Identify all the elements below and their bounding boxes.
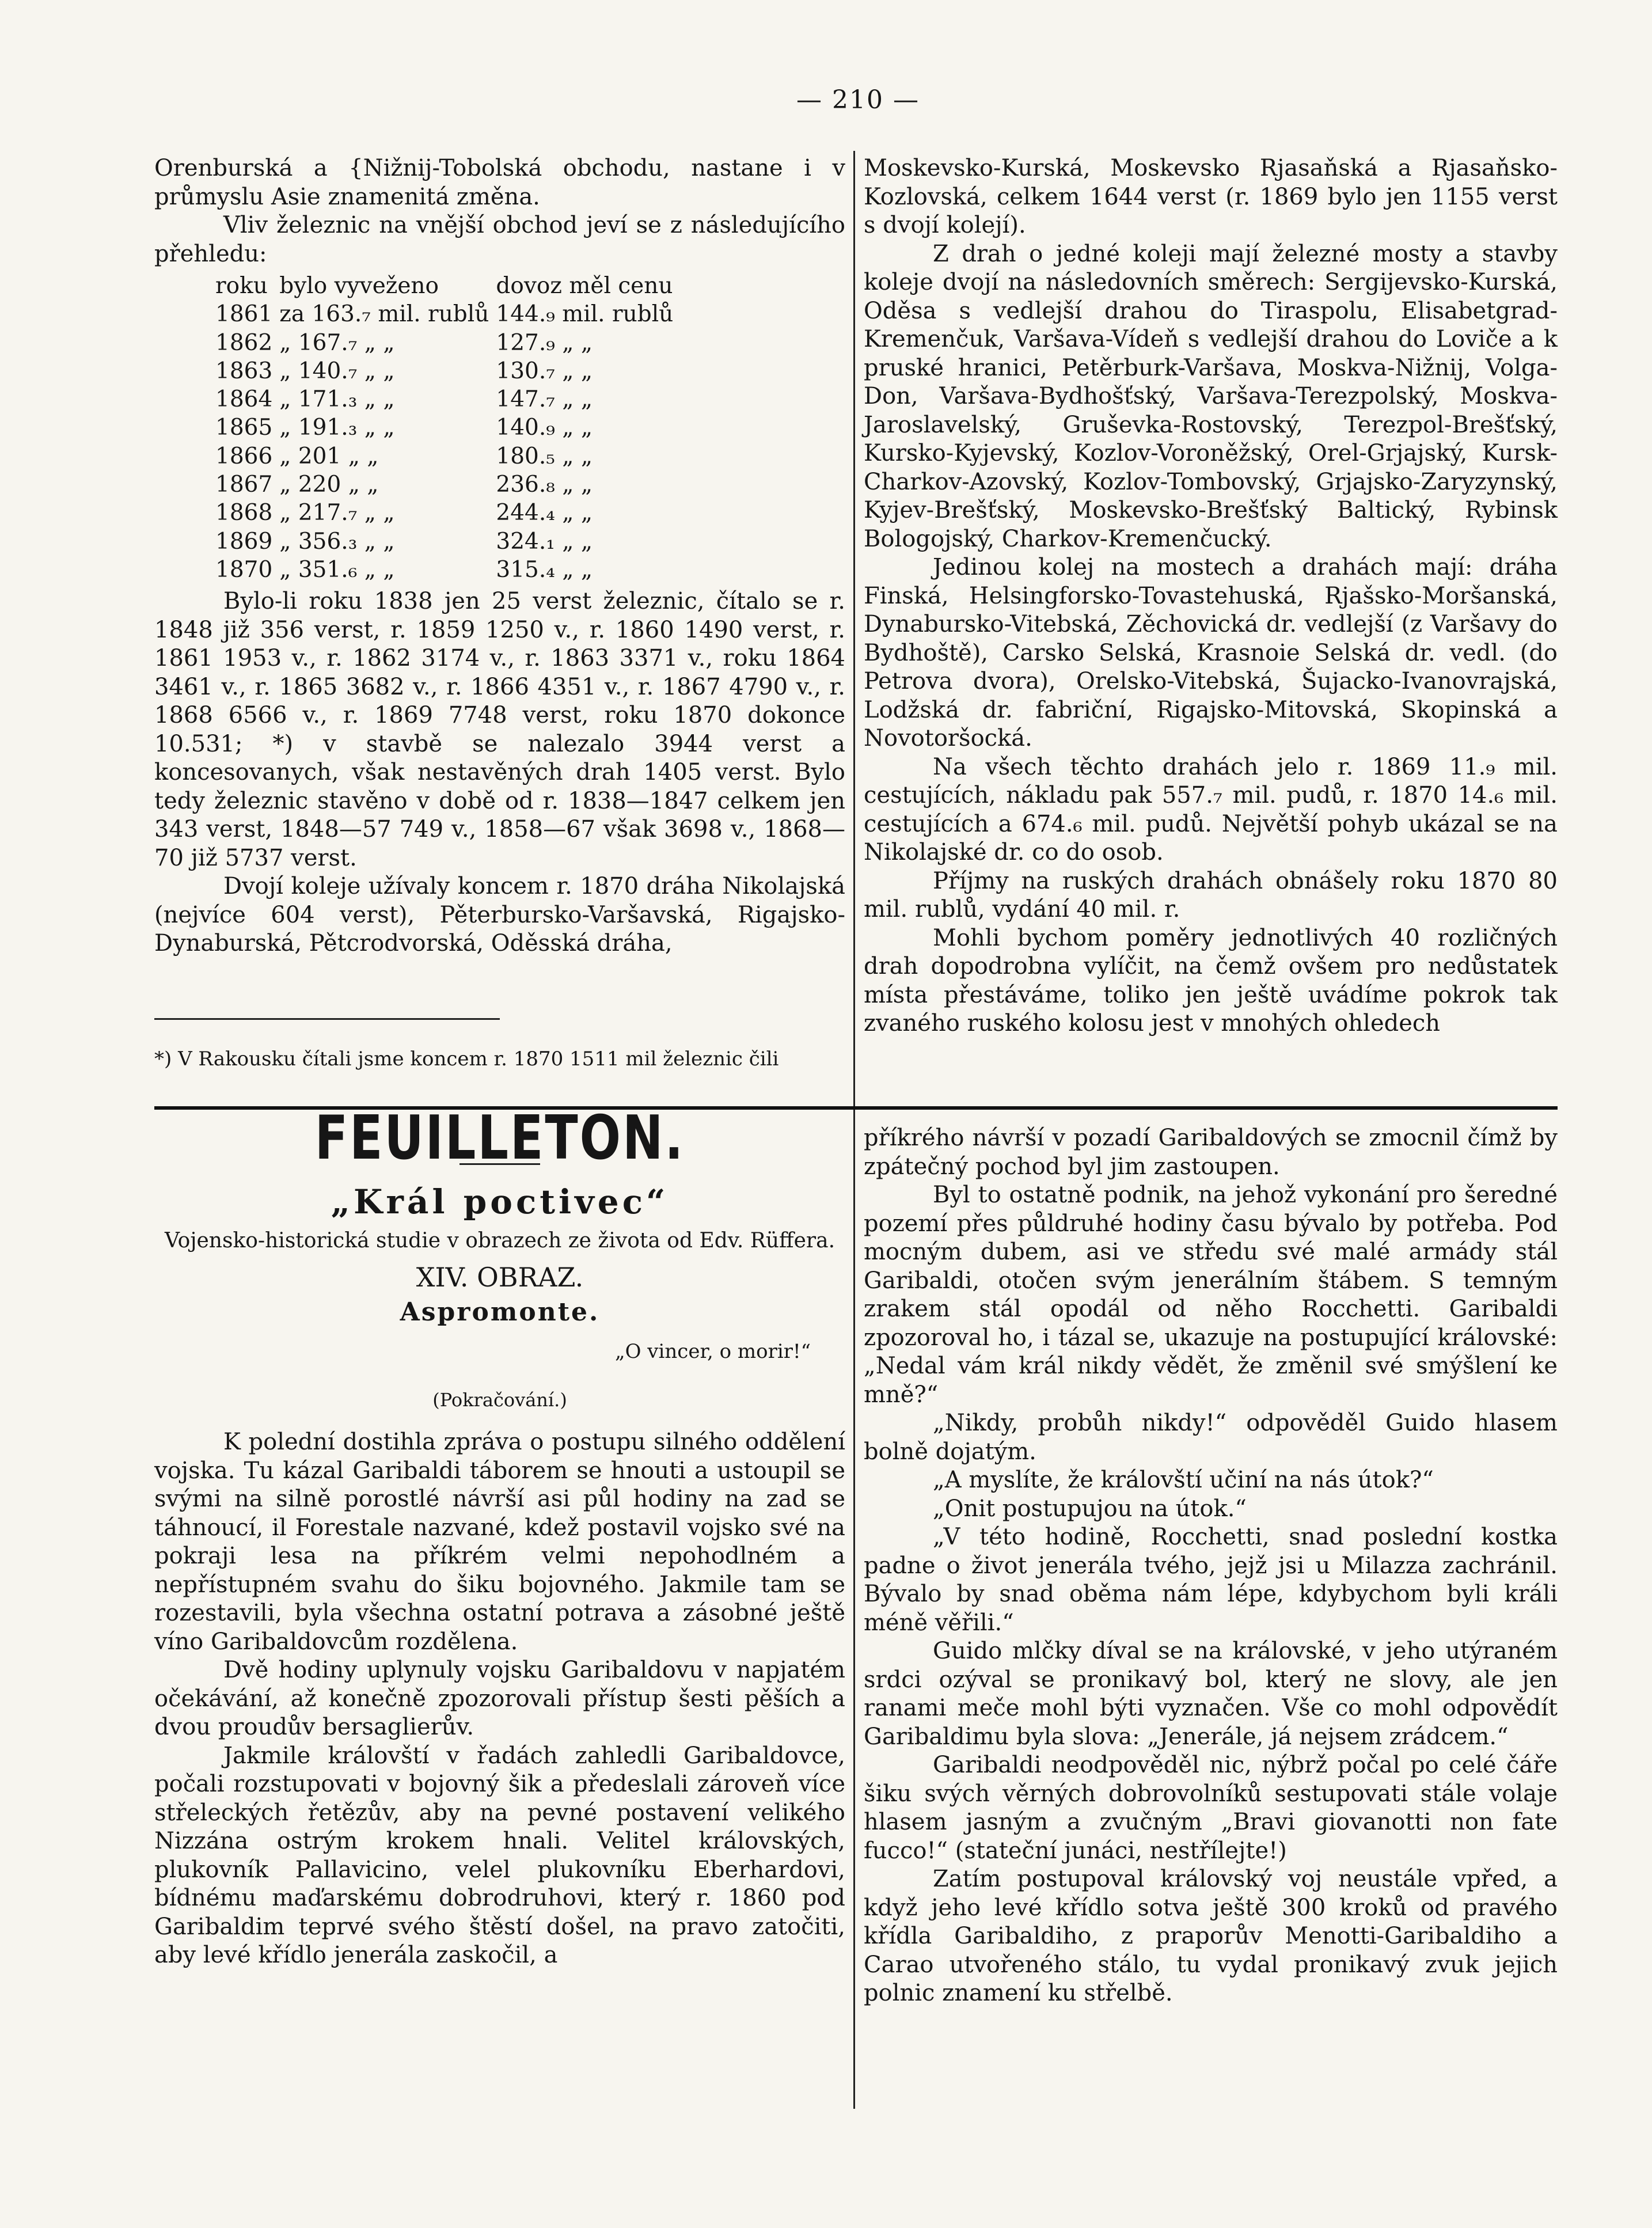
table-cell-export: „ 191.₃ „ „: [279, 415, 395, 441]
article-right-column: [864, 154, 1558, 1038]
table-cell-export: „ 140.₇ „ „: [279, 358, 395, 384]
table-cell-year: 1869: [215, 528, 273, 555]
footnote: *) V Rakousku čítali jsme koncem r. 1870 1511 mil železnic čili: [154, 1047, 779, 1071]
article-paragraph: Vliv železnic na vnější obchod jeví se z následujícího přehledu:: [154, 212, 845, 267]
article-paragraph: Příjmy na ruských drahách obnášely roku 1870 80 mil. rublů, vydání 40 mil. r.: [864, 867, 1558, 923]
table-cell-year: 1870: [215, 556, 273, 583]
table-cell-year: 1865: [215, 415, 273, 441]
article-paragraph: Orenburská a {Nižnij-Tobolská obchodu, nastane i v průmyslu Asie znamenitá změna.: [154, 155, 845, 210]
table-cell-export: „ 351.₆ „ „: [279, 556, 395, 583]
table-row: [212, 300, 677, 328]
table-cell-year: 1864: [215, 386, 273, 413]
table-header-row: [212, 272, 677, 300]
table-header: bylo vyveženo: [279, 273, 439, 299]
trade-table: [212, 272, 677, 584]
table-cell-import: 236.₈ „ „: [496, 472, 593, 498]
table-cell-year: 1862: [215, 329, 273, 356]
table-cell-import: 315.₄ „ „: [496, 556, 593, 583]
table-cell-year: 1866: [215, 443, 273, 469]
table-cell-year: 1868: [215, 500, 273, 526]
story-paragraph: „Onit postupujou na útok.“: [933, 1495, 1247, 1522]
continuation-note: (Pokračování.): [432, 1388, 567, 1411]
feuilleton-right-column: [864, 1124, 1558, 2008]
table-cell-import: 144.₉ mil. rublů: [496, 301, 674, 328]
article-paragraph: Jedinou kolej na mostech a drahách mají: dráha Finská, Helsingforsko-Tovastehuská, Rjašsko-Moršanská, Dynabursko-Vitebská, Zěchovická dr. vedlejší (z Varšavy do Bydhoště), Carsko Selská, Krasnoie Selská dr. vedl. (do Petrova dvora), Orelsko-Vitebská, Šujacko-Ivanovrajská, Lodžská dr. fabriční, Rigajsko-Mitovská, Skopinská a Novotoršocká.: [864, 554, 1558, 751]
story-paragraph: Zatím postupoval královský voj neustále vpřed, a když jeho levé křídlo sotva ještě 300 kroků od pravého křídla Garibaldiho, z praporův Menotti-Garibaldiho a Carao utvořeného stálo, tu vydal pronikavý zvuk jejich polnic znamení ku střelbě.: [864, 1866, 1558, 2006]
chapter-title: Aspromonte.: [400, 1297, 600, 1327]
article-paragraph: Mohli bychom poměry jednotlivých 40 rozličných drah dopodrobna vylíčit, na čemž ovšem pro nedůstatek místa přestáváme, toliko jen ještě uvádíme pokrok tak zvaného ruského kolosu jest v mnohých ohledech: [864, 924, 1558, 1037]
article-paragraph: Bylo-li roku 1838 jen 25 verst železnic, čítalo se r. 1848 již 356 verst, r. 1859 1250 v., r. 1860 1490 verst, r. 1861 1953 v., r. 1862 3174 v., r. 1863 3371 v., roku 1864 3461 v., r. 1865 3682 v., r. 1866 4351 v., r. 1867 4790 v., r. 1868 6566 v., r. 1869 7748 verst, roku 1870 dokonce 10.531; *) v stavbě se nalezalo 3944 verst a koncesovanych, však nestavěných drah 1405 verst. Bylo tedy železnic stavěno v době od r. 1838—1847 celkem jen 343 verst, 1848—57 749 v., 1858—67 však 3698 v., 1868—70 již 5737 verst.: [154, 588, 845, 871]
table-header: roku: [215, 273, 268, 299]
story-paragraph: Byl to ostatně podnik, na jehož vykonání pro šeredné pozemí přes půldruhé hodiny času bývalo by potřeba. Pod mocným dubem, asi ve středu své malé armády stál Garibaldi, otočen svým jenerálním štábem. S temným zrakem stál opodál od něho Rocchetti. Garibaldi zpozoroval ho, i tázal se, ukazuje na postupující královské: „Nedal vám král nikdy vědět, že změnil své smýšlení ke mně?“: [864, 1182, 1558, 1408]
table-cell-export: „ 201 „ „: [279, 443, 379, 469]
chapter-number: XIV. OBRAZ.: [416, 1262, 584, 1293]
feuilleton-heading: FEUILLETON.: [314, 1102, 685, 1174]
story-paragraph: příkrého návrší v pozadí Garibaldových se zmocnil čímž by zpátečný pochod byl jim zastoupen.: [864, 1125, 1558, 1180]
table-cell-export: za 163.₇ mil. rublů: [279, 301, 489, 328]
table-row: [212, 470, 677, 499]
table-cell-import: 140.₉ „ „: [496, 415, 593, 441]
story-paragraph: „A myslíte, že královští učiní na nás útok?“: [933, 1467, 1434, 1493]
table-cell-import: 130.₇ „ „: [496, 358, 593, 384]
article-paragraph: Z drah o jedné koleji mají železné mosty a stavby koleje dvojí na následovních směrech: Sergijevsko-Kurská, Oděsa s vedlejší drahou do Tiraspolu, Elisabetgrad-Kremenčuk, Varšava-Vídeň s vedlejší drahou do Loviče a k pruské hranici, Petěrburk-Varšava, Moskva-Nižnij, Volga-Don, Varšava-Bydhošťský, Varšava-Terezpolský, Moskva-Jaroslavelský, Gruševka-Rostovský, Terezpol-Brešťský, Kursko-Kyjevský, Kozlov-Voroněžský, Orel-Grjajský, Kursk-Charkov-Azovský, Kozlov-Tombovský, Grjajsko-Zaryzynský, Kyjev-Brešťský, Moskevsko-Brešťský Baltický, Rybinsk Bologojský, Charkov-Kremenčucký.: [864, 240, 1558, 552]
column-divider: [853, 151, 855, 2109]
table-cell-import: 180.₅ „ „: [496, 443, 593, 469]
story-paragraph: K polední dostihla zpráva o postupu silného oddělení vojska. Tu kázal Garibaldi táborem se hnouti a ustoupil se svými na silně porostlé návrší asi půl hodiny na zad se táhnoucí, il Forestale nazvané, kdež postavil vojsko své na pokraji lesa na příkrém velmi nepohodlném a nepřístupném svahu do šiku bojovného. Jakmile tam se rozestavili, byla všechna ostatní potrava a zásobné ještě víno Garibaldovcům rozdělena.: [154, 1429, 845, 1655]
table-row: [212, 357, 677, 385]
table-cell-import: 244.₄ „ „: [496, 500, 593, 526]
table-cell-export: „ 217.₇ „ „: [279, 500, 395, 526]
story-paragraph: Dvě hodiny uplynuly vojsku Garibaldovu v napjatém očekávání, až konečně zpozorovali přístup šesti pěších a dvou proudův bersaglierův.: [154, 1657, 845, 1740]
story-subtitle: Vojensko-historická studie v obrazech ze života od Edv. Rüffera.: [164, 1229, 836, 1252]
table-row: [212, 329, 677, 357]
article-paragraph: Moskevsko-Kurská, Moskevsko Rjasaňská a Rjasaňsko-Kozlovská, celkem 1644 verst (r. 1869 bylo jen 1155 verst s dvojí kolejí).: [864, 155, 1558, 238]
table-row: [212, 556, 677, 584]
story-paragraph: Jakmile královští v řadách zahledli Garibaldovce, počali rozstupovati v bojovný šik a předeslali zároveň více střeleckých řetězův, aby na pevné postavení velikého Nizzána ostrým krokem hnali. Velitel královských, plukovník Pallavicino, velel plukovníku Eberhardovi, bídnému maďarskému dobrodruhovi, který r. 1860 pod Garibaldim teprvé svého štěstí došel, na pravo zatočiti, aby levé křídlo jenerála zaskočil, a: [154, 1742, 845, 1968]
article-paragraph: Na všech těchto drahách jelo r. 1869 11.₉ mil. cestujících, nákladu pak 557.₇ mil. pudů, r. 1870 14.₆ mil. cestujících a 674.₆ mil. pudů. Největší pohyb ukázal se na Nikolajské dr. co do osob.: [864, 753, 1558, 866]
story-title: „Král poctivec“: [331, 1182, 669, 1221]
table-cell-export: „ 356.₃ „ „: [279, 528, 395, 555]
table-row: [212, 385, 677, 413]
table-cell-export: „ 171.₃ „ „: [279, 386, 395, 413]
table-cell-import: 324.₁ „ „: [496, 528, 593, 555]
table-header: měl cenu: [569, 273, 673, 299]
table-row: [212, 499, 677, 527]
story-paragraph: Garibaldi neodpověděl nic, nýbrž počal po celé čáře šiku svých věrných dobrovolníků sestupovati stále volaje hlasem jasným a zvučným „Bravi giovanotti non fate fucco!“ (stateční junáci, nestřílejte!): [864, 1752, 1558, 1864]
story-paragraph: Guido mlčky díval se na královské, v jeho utýraném srdci ozýval se pronikavý bol, který ne slovy, ale jen ranami meče mohl býti vyznačen. Vše co mohl odpovědít Garibaldimu byla slova: „Jenerále, já nejsem zrádcem.“: [864, 1638, 1558, 1750]
table-cell-export: „ 167.₇ „ „: [279, 329, 395, 356]
story-paragraph: „Nikdy, probůh nikdy!“ odpověděl Guido hlasem bolně dojatým.: [864, 1410, 1558, 1465]
table-row: [212, 442, 677, 470]
chapter-motto: „O vincer, o morir!“: [615, 1340, 811, 1363]
table-cell-import: 147.₇ „ „: [496, 386, 593, 413]
feuilleton-left-column: [154, 1102, 845, 1970]
table-cell-import: 127.₉ „ „: [496, 329, 593, 356]
table-row: [212, 413, 677, 442]
article-left-column: [154, 154, 845, 958]
table-header: dovoz: [496, 273, 562, 299]
page-number: — 210 —: [796, 85, 920, 115]
table-cell-export: „ 220 „ „: [279, 472, 379, 498]
table-cell-year: 1867: [215, 472, 273, 498]
table-row: [212, 527, 677, 556]
article-paragraph: Dvojí koleje užívaly koncem r. 1870 dráha Nikolajská (nejvíce 604 verst), Pěterbursko-Varšavská, Rigajsko-Dynaburská, Pětcrodvorská, Oděsská dráha,: [154, 873, 845, 957]
story-paragraph: „V této hodině, Rocchetti, snad poslední kostka padne o život jenerála tvého, jejž jsi u Milazza zachránil. Bývalo by snad oběma nám lépe, kdybychom byli králi méně věřili.“: [864, 1524, 1558, 1636]
table-cell-year: 1863: [215, 358, 273, 384]
footnote-rule: [154, 1018, 500, 1020]
table-cell-year: 1861: [215, 301, 273, 328]
